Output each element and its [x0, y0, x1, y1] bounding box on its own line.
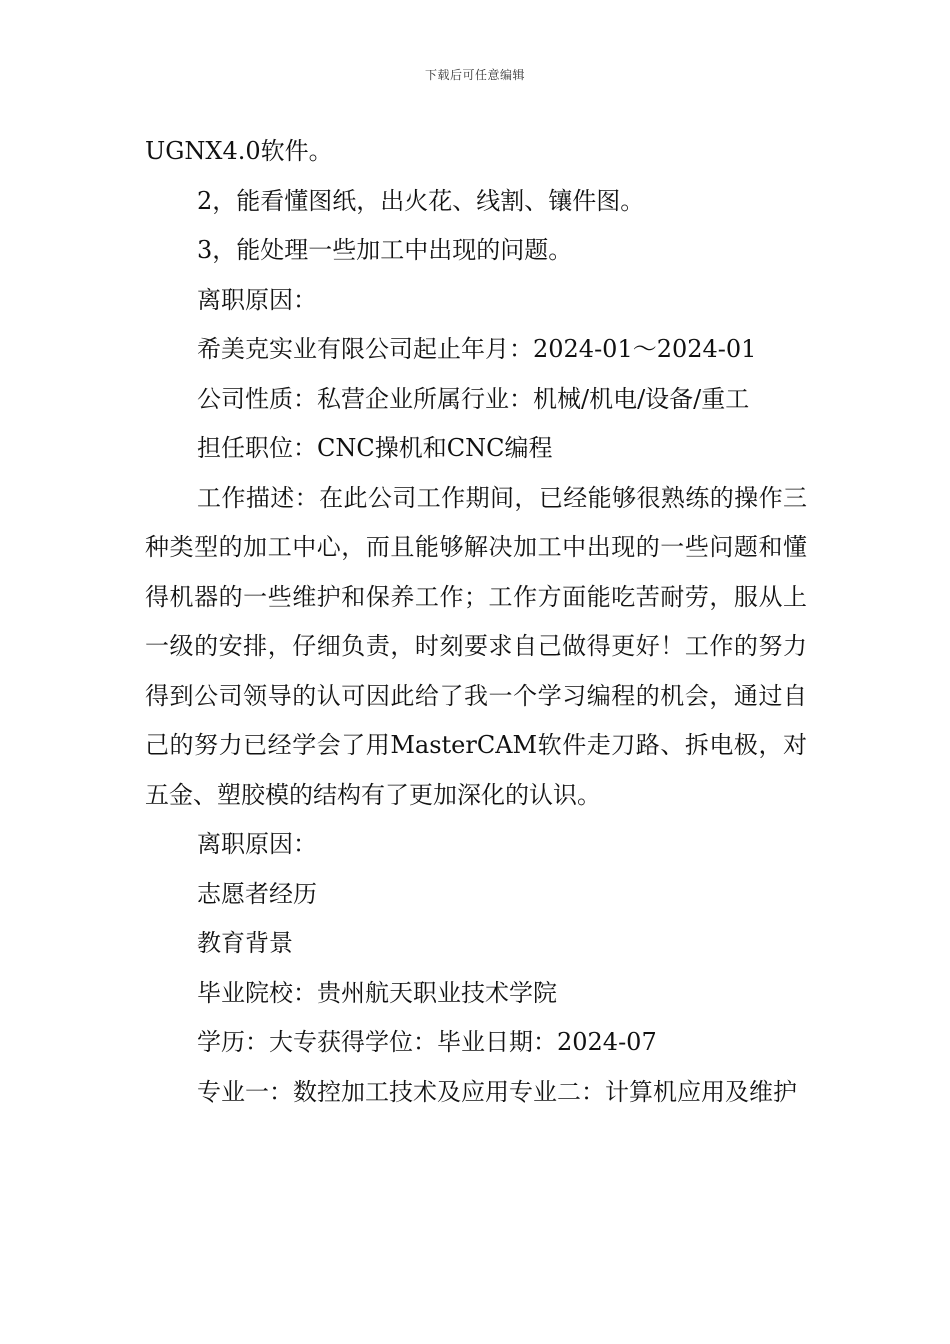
document-body: [145, 127, 807, 1117]
section-education: 教育背景: [197, 929, 293, 957]
paragraph-skill-2: 2，能看懂图纸，出火花、线割、镶件图。: [197, 186, 645, 215]
paragraph-majors: 专业一：数控加工技术及应用专业二：计算机应用及维护: [197, 1077, 797, 1106]
paragraph-skill-3: 3，能处理一些加工中出现的问题。: [197, 236, 573, 264]
paragraph-software: UGNX4.0软件。: [145, 137, 333, 165]
paragraph-company-dates: 希美克实业有限公司起止年月：2024-01～2024-01: [197, 335, 757, 363]
section-volunteer: 志愿者经历: [197, 879, 317, 908]
paragraph-leave-reason-1: 离职原因：: [197, 285, 317, 314]
page-header: 下载后可任意编辑: [424, 68, 525, 82]
paragraph-degree: 学历：大专获得学位：毕业日期：2024-07: [197, 1028, 657, 1056]
paragraph-leave-reason-2: 离职原因：: [197, 830, 317, 858]
paragraph-company-type: 公司性质：私营企业所属行业：机械/机电/设备/重工: [197, 384, 750, 413]
paragraph-school: 毕业院校：贵州航天职业技术学院: [197, 978, 557, 1007]
paragraph-position: 担任职位：CNC操机和CNC编程: [197, 434, 553, 462]
paragraph-job-description: 工作描述：在此公司工作期间，已经能够很熟练的操作三种类型的加工中心，而且能够解决加工中出现的一些问题和懂得机器的一些维护和保养工作；工作方面能吃苦耐劳，服从上一级的安排，仔细负责，时刻要求自己做得更好！工作的努力得到公司领导的认可因此给了我一个学习编程的机会，通过自己的努力已经学会了用MasterCAM软件走刀路、拆电极，对五金、塑胶模的结构有了更加深化的认识。: [145, 483, 807, 809]
